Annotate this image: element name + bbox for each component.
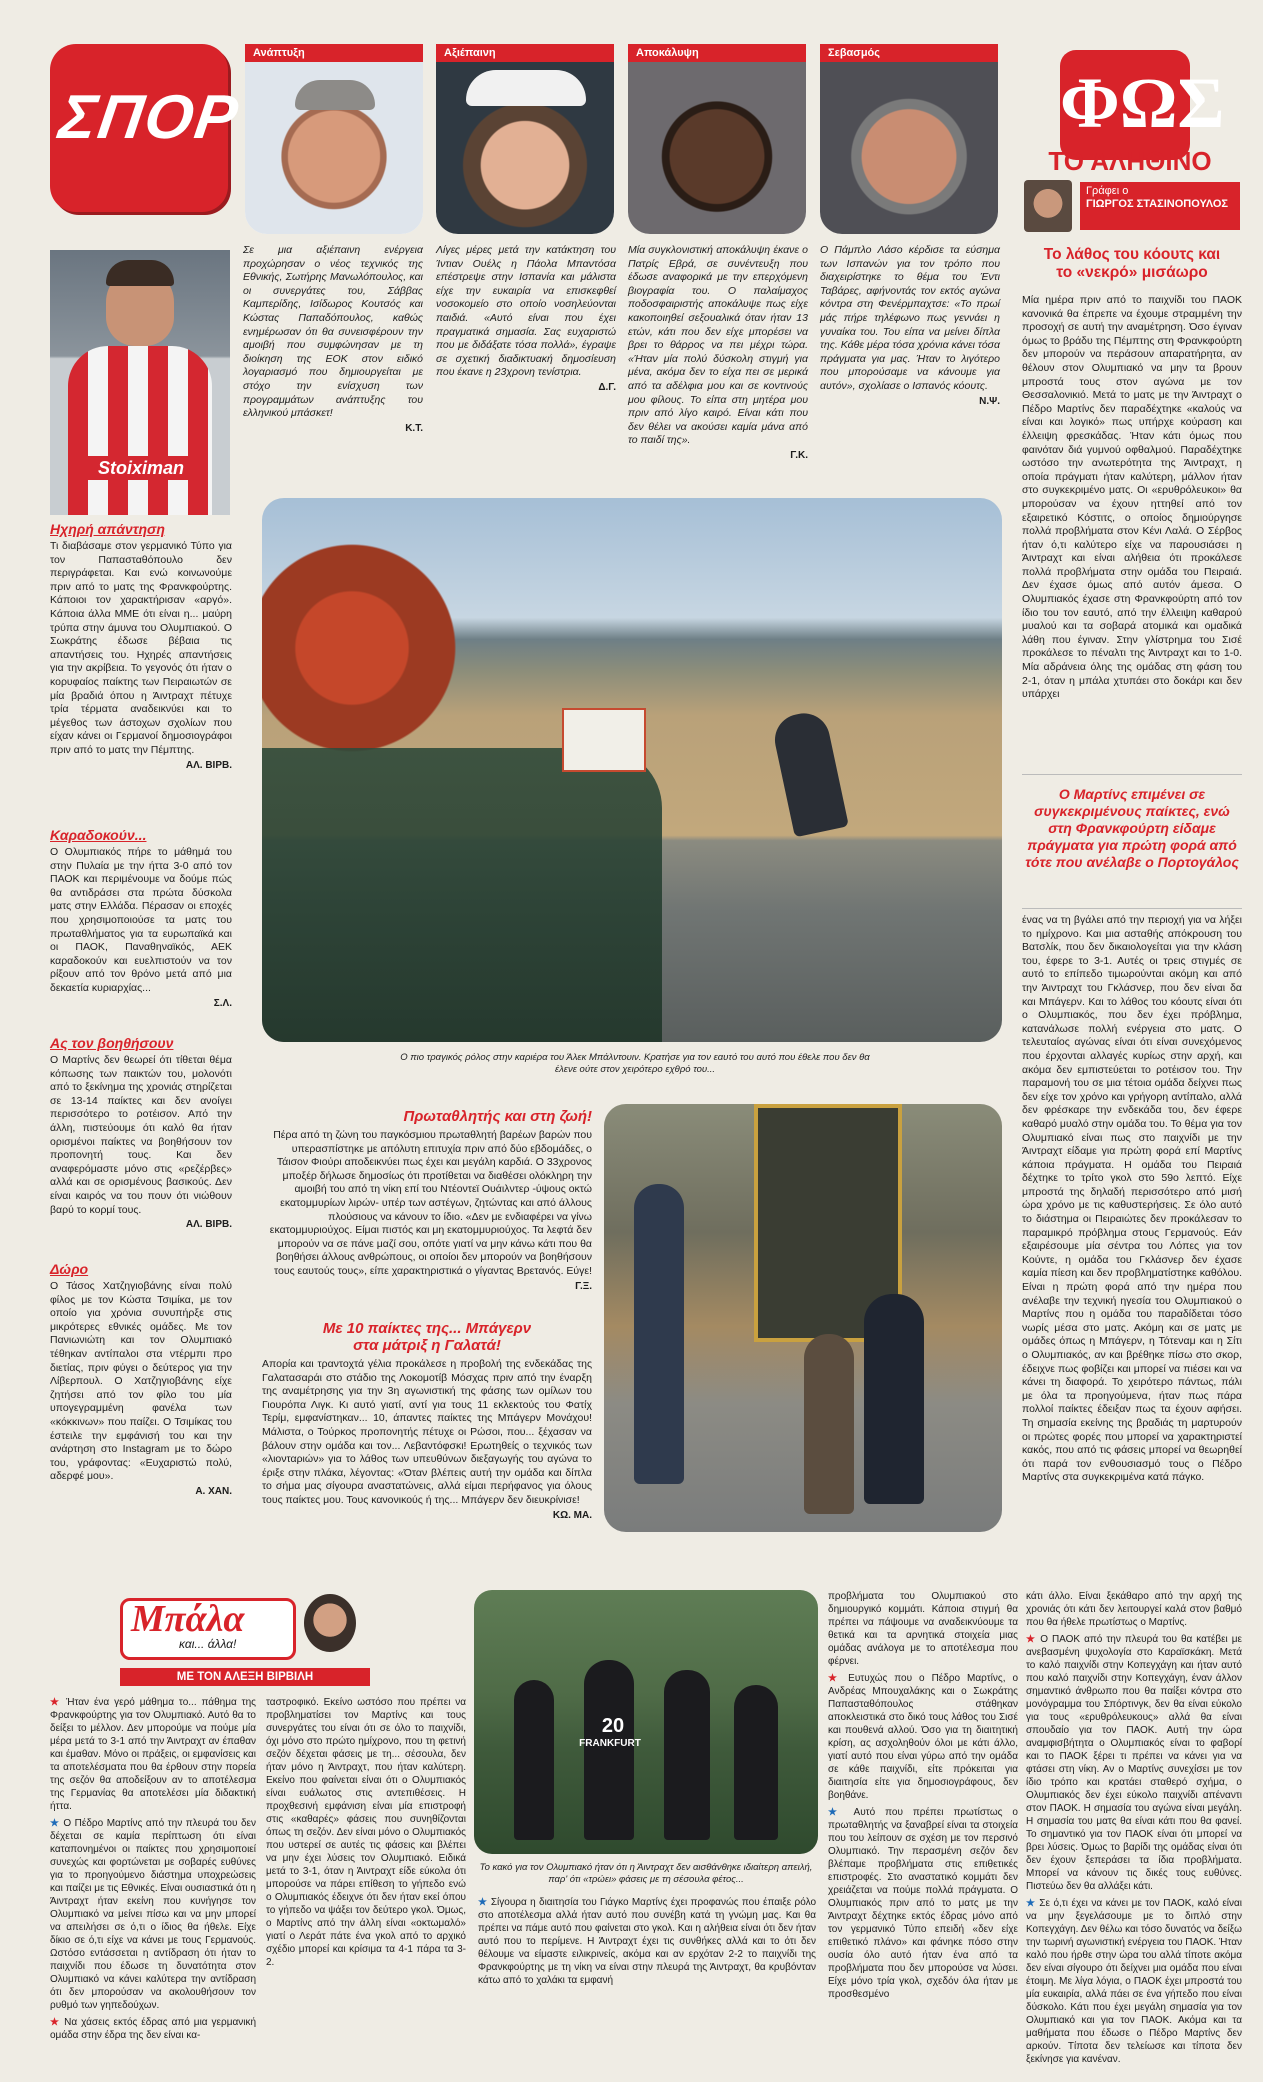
mpala-logo-small: και... άλλα! bbox=[179, 1637, 237, 1651]
star-icon: ★ bbox=[50, 2017, 61, 2028]
left-item-2 bbox=[50, 828, 232, 1009]
brand-logo-text: ΦΩΣ bbox=[1060, 63, 1225, 143]
mpala-col-5-b: Ο ΠΑΟΚ από την πλευρά του θα κατέβει με ανεβασμένη ψυχολογία στο Καραϊσκάκη. Μετά το καλό παιχνίδι στην Κοπεγχάγη και ήταν αυτό που καλό παιχνίδι στην Κοπεγχάγη, έναν άλλον σημαντικό άνθρωπο που θα παίξει κόντρα στο μονόγραμμα του Σπόρτινγκ, δεν θα είναι εύκολο για τους «ερυθρόλευκους» αλλά θα είναι σπουδαίο για τον ΠΑΟΚ. Αυτή την ώρα αναμφισβήτητα ο Ολυμπιακός είναι το φαβορί και το ΠΑΟΚ ξέρει τι πρέπει να κάνει για να φτάσει στη νίκη. Αν ο Μαρτίνς συνεχίσει με τον ίδιο τρόπο και κρατάει σταθερό σχήμα, ο Ολυμπιακός δεν έχει εύκολο παιχνίδι απέναντι στον ΠΑΟΚ. Η σημασία του αγώνα είναι μεγάλη. Η σημασία του ματς θα είναι κάτι που θα φανεί. Το σημαντικό για τον ΠΑΟΚ είναι ότι μπορεί να βρει λύσεις. Όμως το βαρίδι της ομάδας είναι ότι δεν έχουν ξεπεράσει τα ίδια προβλήματα. Μπορεί να κάνουν τις δικές τους ευθύνες. Πιστεύω δεν θα αλλάξει κάτι. bbox=[1026, 1634, 1242, 1892]
mpala-col-4 bbox=[828, 1590, 1018, 2064]
portrait-photo bbox=[628, 62, 806, 234]
feature-fury-text: Πέρα από τη ζώνη του παγκόσμιου πρωταθλητή βαρέων βαρών που υπερασπίστηκε με απόλυτη επιτυχία πριν από δύο εβδομάδες, ο Τάισον Φιούρι αποδεικνύει πως έχει και μεγάλη καρδιά. Ο 33χρονος μποξέρ δήλωσε δημοσίως ότι προτίθεται να διαθέσει ολόκληρη την αμοιβή του από τη νίκη επί του Ντέοντεϊ Ουάιλντερ -ύψους οκτώ εκατομμυρίων λιρών- υπέρ των αστέγων, ζητώντας και από άλλους πλούσιους να κάνουν το ίδιο. «Δεν με ενδιαφέρει να γίνω εκατομμυριούχος. Είμαι πιστός και μη εκατομμυριούχος. Τα λεφτά δεν μπορούν να σε πάνε μαζί σου, οπότε γιατί να μην κάνω κάτι που θα βοηθήσει άλλους ανθρώπους, οι οποίοι δεν μπορούν να βοηθήσουν τους εαυτούς τους», είπε χαρακτηριστικά ο γίγαντας Βρετανός. Εύγε! bbox=[269, 1129, 592, 1277]
mpala-col-5-c: Σε ό,τι έχει να κάνει με τον ΠΑΟΚ, καλό είναι να μην ξεγελάσουμε με το διπλό στην Κοπεγχάγη. Δεν θέλω και τόσο δυνατός να δείξω την τωρινή αγωνιστική ενέργεια του ΠΑΟΚ. Ήταν καλό που ήρθε στην ώρα του αλλά τίποτε ακόμα δεν είναι σίγουρο ότι δείχνει μια ομάδα που είναι έτοιμη. Με λίγα λόγια, ο ΠΑΟΚ έχει μπροστά του μία ευκαιρία, αλλά πάει σε ένα γήπεδο που είναι δύσκολο. Κάτι που έχει μεγάλη σημασία για τον Ολυμπιακό και για τον ΠΑΟΚ. Ακόμα και τα μαθήματα που έδωσε ο Πέδρο Μαρτίνς δεν αρκούν. Τίποτα δεν τελείωσε και τίποτα δεν ξεκίνησε για κανέναν. bbox=[1026, 1898, 1242, 2064]
star-icon: ★ bbox=[828, 1807, 845, 1818]
jersey-text: FRANKFURT bbox=[579, 1738, 641, 1749]
portrait-tag: Αποκάλυψη bbox=[628, 44, 806, 62]
footballer-photo: Stoiximan bbox=[50, 250, 230, 515]
mpala-byline: ΜΕ ΤΟΝ ΑΛΕΞΗ ΒΙΡΒΙΛΗ bbox=[120, 1668, 370, 1686]
baldwin-photo bbox=[262, 498, 1002, 1042]
mpala-col-4-c: Αυτό που πρέπει πρωτίστως ο πρωταθλητής να ξαναβρεί είναι τα στοιχεία που του λείπουν σε σχέση με τον περσινό Ολυμπιακό. Την περασμένη σεζόν δεν βλέπαμε προβλήματα στις επιθετικές επιστροφές. Στο αναστατικό κομμάτι δεν χρειάζεται να πούμε πολλά πράγματα. Ο Ολυμπιακός πριν από το ματς με την Άιντραχτ δέχτηκε εκτός έδρας μόνο από τον γερμανικό Τύπο επειδή «δεν είχε επιθετικό πλάνο» και φάνηκε πόσο στην ουσία όλο αυτό ήταν ένα από τα προβλήματα που δεν μπορούσε να λύσει. Είχε μόνο τρία γκολ, σχεδόν όλα ήταν με προσθεσμένο bbox=[828, 1807, 1018, 2000]
mpala-col-2 bbox=[266, 1696, 466, 2062]
brief-text: Ο Πάμπλο Λάσο κέρδισε τα εύσημα των Ισπανών για τον τρόπο που διαχειρίστηκε το θέμα του Έντι Ταβάρες, αφήνοντάς τον εκτός αγώνα κόντρα στη Φενέρμπαχτσε: «Το πρωί μάς πήρε τηλέφωνο πως γεννάει η γυναίκα του. Του είπα να μείνει δίπλα της. Κάθε μέρα τόσα χρόνια κάνει τόσα πράγματα για μας. Ήταν το λιγότερο που μπορούσαμε να κάνουμε για αυτόν», σχολίασε ο Ισπανός κόουτς. bbox=[820, 244, 1000, 392]
section-logo bbox=[50, 44, 244, 212]
brand-logo bbox=[1060, 50, 1225, 160]
feature-galata bbox=[262, 1320, 592, 1521]
left-item-sig: Σ.Λ. bbox=[213, 997, 232, 1009]
feature-galata-head-2: στα μάτριξ η Γαλατά! bbox=[353, 1337, 501, 1354]
brand-subtitle: ΤΟ ΑΛΗΘΙΝΟ bbox=[1048, 146, 1212, 176]
portrait-2 bbox=[436, 44, 614, 234]
mpala-logo-big: Μπάλα bbox=[131, 1598, 245, 1640]
feature-galata-sig: ΚΩ. ΜΑ. bbox=[552, 1509, 592, 1521]
mpala-col-1-c: Να χάσεις εκτός έδρας από μια γερμανική ομάδα στην έδρα της δεν είναι κα- bbox=[50, 2017, 257, 2041]
column-body-2-wrap bbox=[1022, 914, 1242, 1570]
brief-2 bbox=[436, 244, 616, 393]
left-item-text: Ο Μαρτίνς δεν θεωρεί ότι τίθεται θέμα κόπωσης των παικτών του, μολονότι από το ξεκίνημα της χρονιάς στηρίζεται σε 13-14 παίκτες και δεν ανοίγει περισσότερο το ροτέισον. Από την άλλη, πιστεύουμε ότι καλό θα ήταν ορισμένοι παίκτες να βοηθήσουν τον προπονητή τους. Και δεν αναφερόμαστε μόνο στις «ρεζέρβες» αλλά και σε ορισμένους βασικούς. Δεν είναι καιρός να του πουν ότι νιώθουν βαρύ το κορμί τους. bbox=[50, 1054, 232, 1216]
mpala-col-1-a: Ήταν ένα γερό μάθημα το... πάθημα της Φρανκφούρτης για τον Ολυμπιακό. Αυτό θα το δείξει το μέλλον. Δεν μπορούμε να πούμε μία μέρα μετά το 3-1 από την Άιντραχτ αν έπαθαν και έμαθαν. Μόνο οι πράξεις, οι εμφανίσεις και τα αποτελέσματα που θα έρθουν στην πορεία της σεζόν θα αποδείξουν αν το αποτέλεσμα της Γερμανίας θα αποτελέσει μία διδακτική ήττα. bbox=[50, 1697, 257, 1812]
mpala-col-2-text: ταστροφικό. Εκείνο ωστόσο που πρέπει να προβληματίσει τον Μαρτίνς και τους συνεργάτες του είναι ότι σε όλο το παιχνίδι, όχι μόνο στο πρώτο ημίχρονο, που τη φετινή σεζόν δέχεται φάσεις με τη... σέσουλα, δεν ήταν μόνο η Άιντραχτ, που ήταν καλύτερη. Εκείνο που φαίνεται είναι ότι ο Ολυμπιακός είναι ευάλωτος στις αντεπιθέσεις. Η προχθεσινή εμφάνιση είναι μία επιστροφή στις «καθαρές» φάσεις που συνηθίζονται όπως τη σεζόν. Δεν είναι μόνο ο Ολυμπιακός που υστερεί σε αυτές τις φάσεις και βλέπει να μην έχει λύσεις τον Ολυμπιακό. Ειδικά μετά το 3-1, όταν η Άιντραχτ είδε εύκολα ότι μπορούσε να πάρει επίθεση το γήπεδο ενώ ο Ολυμπιακός έδειχνε ότι δεν ήταν εκεί όπου το γήπεδο να ψάξει τον δεύτερο γκολ. Όμως, ο Μαρτίνς από την άλλη είναι «οκτωμαλό» γιατί ο Λεράτ πάτε ένα γκολ από το αρχικό σχέδιο μπορεί και κρίσιμα τα 4-1 πάρα τα 3-2. bbox=[266, 1697, 466, 1968]
mpala-col-3 bbox=[478, 1896, 816, 2064]
brief-sig: Κ.Τ. bbox=[405, 422, 423, 434]
column-headline bbox=[1020, 246, 1244, 282]
column-body-1: Μία ημέρα πριν από το παιχνίδι του ΠΑΟΚ κανονικά θα έπρεπε να έχουμε στραμμένη την προσοχή σε αυτή την αναμέτρηση. Όσο έγιναν όμως το βράδυ της Πέμπτης στη Φρανκφούρτη δεν μπορούν να περάσουν απαρατήρητα, αν θέλουν στον Ολυμπιακό να μην τα βρουν μπροστά τους στον αγώνα με τον Θεσσαλονικιό. Μετά το ματς με την Άιντραχτ ο Πέδρο Μαρτίνς δεν παραδέχτηκε «καλούς να είναι και λογικό» πως υπήρχε κούραση και έλλειψη φρεσκάδας. Ήταν κάτι όμως που φαινόταν διά γυμνού οφθαλμού. Παραδέχτηκε ωστόσο την ανωτερότητα της Άιντραχτ, η οποία πράγματι ήταν καλύτερη, μάλλον ήταν στο συγκεκριμένο ματς. Οι «ερυθρόλευκοι» θα μπορούσαν να έχουν ηττηθεί από τον εξαιρετικό Κόστιτς, ο οποίος δημιούργησε πολλά προβλήματα στον Κένι Λαλά. Ο Σέρβος ήταν ό,τι καλύτερο είχε να παρουσιάσει η Άιντραχτ και είναι αλήθεια ότι προκάλεσε πολλά προβλήματα στην ομάδα του Πειραιά. Δεν έχασε όμως από αυτόν άμεσα. Ο Ολυμπιακός έχασε στη Φρανκφούρτη από τον ίδιο του τον εαυτό, από την έλλειψη καθαρού μυαλού και τα σοβαρά ατομικά και ομαδικά λάθη που έγιναν. Στην γλίστρημα του Σισέ προκάλεσε το πέναλτι της Άιντραχτ και το 1-0. Μία αδράνεια όλης της ομάδας στη φάση του 2-1, όταν η μπάλα χτυπάει στο δοκάρι και δεν υπάρχει bbox=[1022, 294, 1242, 701]
fury-photo bbox=[604, 1104, 1002, 1532]
left-item-4 bbox=[50, 1262, 232, 1497]
brief-3 bbox=[628, 244, 808, 461]
section-logo-text: ΣΠΟΡ bbox=[55, 83, 244, 152]
byline-prefix: Γράφει ο bbox=[1086, 185, 1129, 197]
brief-sig: Ν.Ψ. bbox=[979, 395, 1000, 407]
column-body-2: ένας να τη βγάλει από την περιοχή για να λήξει το ημίχρονο. Και μια ασταθής απόκρουση του Βατσλίκ, που δεν δικαιολογείται για την κλάση του, έφερε το 3-1. Αυτές οι τρεις στιγμές σε αυτό το επίπεδο τιμωρούνται ακόμη και από την Άιντραχτ του Γκλάσνερ, που δεν είναι δα και Μπάγερν. Και το λάθος του κόουτς είναι ότι ο Ολυμπιακός, που δεν έχει πρόβλημα, κατανάλωσε πολλή ενέργεια στο ματς. Ο τελευταίος αγώνας είναι ότι είναι συνεχόμενος που έρχονται αλλαγές κυρίως στην αρχή, και ακόμα δεν εμπιστεύεται το ροτέισον του. Την παραμονή του σε μια τέτοια ομάδα δείχνει πως δεν είχε τον χρόνο και γρήγορη αντίπαλο, αλλά δεν φρέσκαρε την ενδεκάδα του, δεν έφερε καθαρό μυαλό στην ομάδα του. Το θέμα για τον Ολυμπιακό είναι πως στο παιχνίδι με την Άιντραχτ είδαμε για πρώτη φορά επί Μαρτίνς κάποια πράγματα. Η ομάδα του Πειραιά δέχτηκε το τρίτο γκολ στο 59ο λεπτό. Είχε μπροστά της δηλαδή περισσότερο από μισή ώρα χρόνο με τις καθυστερήσεις. Σε όλο αυτό το διάστημα οι Πειραιώτες δεν προκάλεσαν το παραμικρό πρόβλημα στους Γερμανούς. Εάν εξαιρέσουμε μία σέντρα του Λόπες για τον Κούντε, η ομάδα του Γκλάσνερ δεν έχασε καμία πίεση και δεν προβληματίστηκε καθόλου. Είναι η πρώτη φορά από την ημέρα που ανέλαβε την τεχνική ηγεσία του Ολυμπιακού ο Μαρτίνς που η ομάδα του παραδίδεται τόσο νωρίς μέσα στο ματς. Ακόμη και σε ματς με ομάδες όπως η Μπάγερν, η Τότεναμ και η Σίτι ο Ολυμπιακός, αν και βρέθηκε πίσω στο σκορ, έδειχνε πως φοβίζει και μπορεί να πιέσει και να κάνει τη διαφορά. Το χειρότερο πάντως, πάλι με όλα τα προηγούμενα, ήταν πως πάρα πολλοί παίκτες έδειξαν πως τα έχουν αφήσει. Τη σημασία εκείνης της βραδιάς τη μαρτυρούν οι πρώτες φορές που μπορεί να χαρακτηριστεί κακός, που από τις φάσεις μπορεί να θεωρηθεί ότι παρά τον ενθουσιασμό τους ο Πέδρο Μαρτίνς στα συγκεκριμένα κατά πάγκο. bbox=[1022, 914, 1242, 1484]
left-item-text: Ο Ολυμπιακός πήρε το μάθημά του στην Πυλαία με την ήττα 3-0 από τον ΠΑΟΚ και περιμένουμε να δούμε πώς θα αντιδράσει στα πρώτα δύσκολα ματς στην Ελλάδα. Πέρασαν οι εποχές που χρησιμοποιούσε τα ματς του πρωταθλήματος για τα ευρωπαϊκά και οι ΠΑΟΚ, Παναθηναϊκός, ΑΕΚ καραδοκούν και ευελπιστούν να τον ρίξουν από τον θρόνο μετά από μια δεκαετία κυριαρχίας... bbox=[50, 846, 232, 994]
mpala-col-5 bbox=[1026, 1590, 1242, 2064]
mpala-col-4-b: Ευτυχώς που ο Πέδρο Μαρτίνς, ο Ανδρέας Μπουχαλάκης και ο Σωκράτης Παπασταθόπουλος στάθηκαν αποκλειστικά στο δικό τους λάθος του Σισέ και πουθενά αλλού. Όσο για τη διαιτητική κρίση, ας ασχοληθούν όλοι με κάτι άλλο, γιατί αυτό που είναι γύρω από την ομάδα σε κάθε παιχνίδι, είτε πρόκειται για διαιτησία είτε για δημοσιογράφους, δεν βοηθάνε. bbox=[828, 1673, 1018, 1801]
left-item-text: Ο Τάσος Χατζηγιοβάνης είναι πολύ φίλος με τον Κώστα Τσιμίκα, με τον οποίο για χρόνια συνυπήρξε στις μικρότερες εθνικές ομάδες. Με τον Πανιωνιώτη και τον Ολυμπιακό τέθηκαν αντίπαλοι στα ντέρμπι προ διετίας, πριν φύγει ο δεύτερος για την Λίβερπουλ. Ο Χατζηγιοβάνης είχε ζητήσει από τον φίλο του μία υπογεγραμμένη φανέλα των «κόκκινων» που παίζει. Ο Τσιμίκας του έστειλε την εμφάνισή του και την ανάρτηση στο Instagram με το δώρο του, γράφοντας: «Ευχαριστώ πολύ, αδερφέ μου». bbox=[50, 1280, 232, 1483]
brief-4 bbox=[820, 244, 1000, 407]
mpala-col-3-text: Σίγουρα η διαιτησία του Γιάγκο Μαρτίνς έχει προφανώς που έπαιξε ρόλο στο αποτέλεσμα αλλά ήταν αυτό που συνέβη κατά τη γνώμη μας. Και θα πρέπει να πάμε αυτό που φαίνεται στο γκολ. Και η αλήθεια είναι ότι δεν ήταν αυτό που το περίμενε. Η Άιντραχτ έχει τις συνθήκες αλλά και το ότι δεν θέλουμε να είμαστε ειλικρινείς, ακόμα και αν ερχόταν 2-2 το παιχνίδι της Φρανκφούρτης με τη νίκη να είναι στην πλευρά της Άιντραχτ, θα κρυβόνταν κάτω από το χαλάκι τα εμφανή bbox=[478, 1897, 816, 1986]
left-item-text: Τι διαβάσαμε στον γερμανικό Τύπο για τον Παπασταθόπουλο δεν περιγράφεται. Και ενώ κοινωνούμε πριν από το ματς της Φρανκφούρτης. Κάποιοι τον χαρακτήρισαν «αργό». Κάποια άλλα ΜΜΕ ότι είναι η... μαύρη τρύπα στην άμυνα του Ολυμπιακού. Ο Σωκράτης έδωσε βέβαια τις απαντήσεις του. Ηχηρές απαντήσεις για την ακρίβεια. Το γεγονός ότι ήταν ο κορυφαίος παίκτης των Πειραιωτών σε μία βραδιά όπου η Άιντραχτ πέτυχε τρία τέρματα αναδεικνύει και το μέγεθος των άστοχων σχολίων που είχαν κάνει οι Γερμανοί δημοσιογράφοι πριν από το ματς την Πέμπτης. bbox=[50, 540, 232, 756]
star-icon: ★ bbox=[1026, 1634, 1037, 1645]
brief-1 bbox=[243, 244, 423, 434]
column-headline-2: το «νεκρό» μισάωρο bbox=[1056, 264, 1208, 281]
portrait-3 bbox=[628, 44, 806, 234]
left-item-head: Ηχηρή απάντηση bbox=[50, 521, 165, 537]
star-icon: ★ bbox=[50, 1818, 60, 1829]
portrait-1 bbox=[245, 44, 423, 234]
mpala-logo bbox=[120, 1594, 400, 1666]
left-item-sig: ΑΛ. ΒΙΡΒ. bbox=[185, 759, 232, 771]
left-item-sig: ΑΛ. ΒΙΡΒ. bbox=[185, 1219, 232, 1231]
pull-quote: Ο Μαρτίνς επιμένει σε συγκεκριμένους παίκτες, ενώ στη Φρανκφούρτη είδαμε πράγματα για πρώτη φορά από τότε που ανέλαβε ο Πορτογάλος bbox=[1025, 786, 1239, 870]
portrait-photo bbox=[436, 62, 614, 234]
star-icon: ★ bbox=[478, 1897, 488, 1908]
mpala-col-1-b: Ο Πέδρο Μαρτίνς από την πλευρά του δεν δέχεται σε καμία περίπτωση ότι είναι καταπονημένοι οι παίκτες που χρησιμοποιεί συνεχώς και φορτώνεται με σοβαρές ευθύνες για το προηγούμενο διάστημα υποχρεώσεις και παίζει με τις Εθνικές. Είναι ουσιαστικά ότι η Άιντραχτ ήταν εκείνη που κυνήγησε τον Ολυμπιακό να μείνει πίσω και να μην μπορεί να απειλήσει σε ό,τι ο ίδιος θα ήθελε. Είχε δίκιο σε ό,τι είχε να κάνει με τους Γερμανούς. Ωστόσο εντάσσεται η αντίδραση ότι ήταν το παιχνίδι που έδωσε τη δυνατότητα στον Ολυμπιακό να κάνει καλύτερα την αντίδραση ότι δεν μπορούσαν να ακολουθήσουν τον ρυθμό των γηπεδούχων. bbox=[50, 1818, 257, 2011]
feature-galata-head-1: Με 10 παίκτες της... Μπάγερν bbox=[322, 1320, 532, 1337]
left-item-head: Καραδοκούν... bbox=[50, 827, 147, 843]
brief-text: Μία συγκλονιστική αποκάλυψη έκανε ο Πατρίς Εβρά, σε συνέντευξη που έδωσε αναφορικά με την επερχόμενη βιογραφία του. Ο παλαίμαχος ποδοσφαιριστής αποκάλυψε πως είχε κακοποιηθεί σεξουαλικά όταν ήταν 13 ετών, κάτι που δεν είχε μπορέσει να βρει το θάρρος να πει μέχρι τώρα. «Ήταν μία πολύ δύσκολη στιγμή για μένα, ακόμα δεν το είχα πει σε μερικά από τα αδέλφια μου και σε κοντινούς μου φίλους. Το είπα στη μητέρα μου πριν από λίγο καιρό. Είναι κάτι που δεν θέλει να ακούσει καμία μάνα από το παιδί της». bbox=[628, 244, 808, 447]
mpala-col-1 bbox=[50, 1696, 256, 2042]
left-item-3 bbox=[50, 1036, 232, 1230]
brief-sig: Γ.Κ. bbox=[790, 449, 808, 461]
columnist-avatar bbox=[1024, 180, 1072, 232]
portrait-tag: Αξιέπαινη bbox=[436, 44, 614, 62]
portrait-tag: Ανάπτυξη bbox=[245, 44, 423, 62]
brief-text: Λίγες μέρες μετά την κατάκτηση του Ίντιαν Ουέλς η Πάολα Μπαντόσα επέστρεψε στην Ισπανία και μάλιστα είχε την ευκαιρία να επισκεφθεί νοσοκομείο στο οποίο νοσηλεύονται παιδιά. «Αυτό είναι που έχει πραγματικά σημασία. Σας ευχαριστώ που με διδάξατε τόσα πολλά», έγραψε σε σχετική διαδικτυακή δημοσίευση που έκανε η 23χρονη τενίστρια. bbox=[436, 244, 616, 379]
column-body-1-wrap bbox=[1022, 294, 1242, 760]
frankfurt-photo-caption: Το κακό για τον Ολυμπιακό ήταν ότι η Άιντραχτ δεν αισθάνθηκε ιδιαίτερη απειλή, παρ' ότι «τρώει» φάσεις με τη σέσουλα φέτος... bbox=[479, 1862, 813, 1885]
feature-galata-text: Απορία και τραντοχτά γέλια προκάλεσε η προβολή της ενδεκάδας της Γαλατασαράι στο στάδιο της Λοκομοτίβ Μόσχας πριν από την έναρξη της αναμέτρησης για την 3η αγωνιστική της φάσης των ομίλων του Γιουρόπα Λιγκ. Κι αυτό γιατί, αντί για τους 11 εκλεκτούς του Φατίχ Τερίμ, εμφανίστηκαν... 10, άπαντες παίκτες της Μπάγερν Μονάχου! Μάλιστα, ο Τούρκος προπονητής πέτυχε οι Ρώσοι, που... ξέχασαν να βάλουν στην ομάδα και τον... Λεβαντόφσκι! Ερωτηθείς ο τεχνικός των «λιονταριών» για το λάθος των υπευθύνων διεξαγωγής του αγώνα το έριξε στην πλάκα, λέγοντας: «Όταν βλέπεις αυτή την ομάδα και δίπλα το σήμα μας σίγουρα αναστατώνεις, αλλά είμαι περήφανος για όλους τους παίκτες μου. Τους κανονικούς ή της... Μπάγερν δεν διευκρίνισε! bbox=[262, 1358, 592, 1506]
mpala-col-5-a: κάτι άλλο. Είναι ξεκάθαρο από την αρχή της χρονιάς ότι κάτι δεν λειτουργεί καλά στον βαθμό που θα ήθελε πρωτίστως ο Μαρτίνς. bbox=[1026, 1591, 1242, 1628]
mpala-col-4-a: προβλήματα του Ολυμπιακού στο δημιουργικό κομμάτι. Κάποια στιγμή θα πρέπει να πάψουμε να αναδεικνύουμε τα θετικά και τα αρνητικά στοιχεία μιας ομάδας ανάλογα με το αποτέλεσμα που φέρνει. bbox=[828, 1591, 1018, 1667]
mpala-avatar bbox=[304, 1594, 356, 1652]
left-item-head: Ας τον βοηθήσουν bbox=[50, 1035, 174, 1051]
star-icon: ★ bbox=[1026, 1898, 1036, 1909]
byline-name: ΓΙΩΡΓΟΣ ΣΤΑΣΙΝΟΠΟΥΛΟΣ bbox=[1086, 198, 1228, 210]
left-item-head: Δώρο bbox=[50, 1261, 89, 1277]
left-item-1 bbox=[50, 522, 232, 771]
frankfurt-photo bbox=[474, 1590, 818, 1854]
column-byline bbox=[1020, 180, 1244, 236]
portrait-tag: Σεβασμός bbox=[820, 44, 998, 62]
main-photo-caption: Ο πιο τραγικός ρόλος στην καριέρα του Άλεκ Μπάλντουιν. Κρατήσε για τον εαυτό του αυτό που έθελε που δεν θα έλενε ούτε στον χειρότερο εχθρό του... bbox=[400, 1052, 870, 1075]
feature-fury bbox=[262, 1108, 592, 1292]
portrait-photo bbox=[820, 62, 998, 234]
jersey-number: 20 bbox=[601, 1715, 625, 1737]
brief-text: Σε μια αξιέπαινη ενέργεια προχώρησαν ο νέος τεχνικός της Εθνικής, Σωτήρης Μανωλόπουλος, και οι συνεργάτες του, Σάββας Καμπερίδης, Ισίδωρος Κουτσός και Κώστας Παπαδόπουλος, καθώς ενημέρωσαν ότι θα συνεισφέρουν την αμοιβή που συμφώνησαν με τη διοίκηση της ΕΟΚ στον ειδικό λογαριασμό που δημιουργείται με στόχο την ενίσχυση των προγραμμάτων ανάπτυξης του ελληνικού μπάσκετ! bbox=[243, 244, 423, 420]
star-icon: ★ bbox=[50, 1697, 62, 1708]
column-headline-1: Το λάθος του κόουτς και bbox=[1043, 246, 1221, 263]
brief-sig: Δ.Γ. bbox=[598, 381, 616, 393]
feature-fury-sig: Γ.Ξ. bbox=[575, 1280, 592, 1292]
feature-fury-head: Πρωταθλητής και στη ζωή! bbox=[403, 1108, 592, 1125]
left-item-sig: Α. ΧΑΝ. bbox=[195, 1485, 232, 1497]
portrait-photo bbox=[245, 62, 423, 234]
star-icon: ★ bbox=[828, 1673, 842, 1684]
portrait-4 bbox=[820, 44, 998, 234]
